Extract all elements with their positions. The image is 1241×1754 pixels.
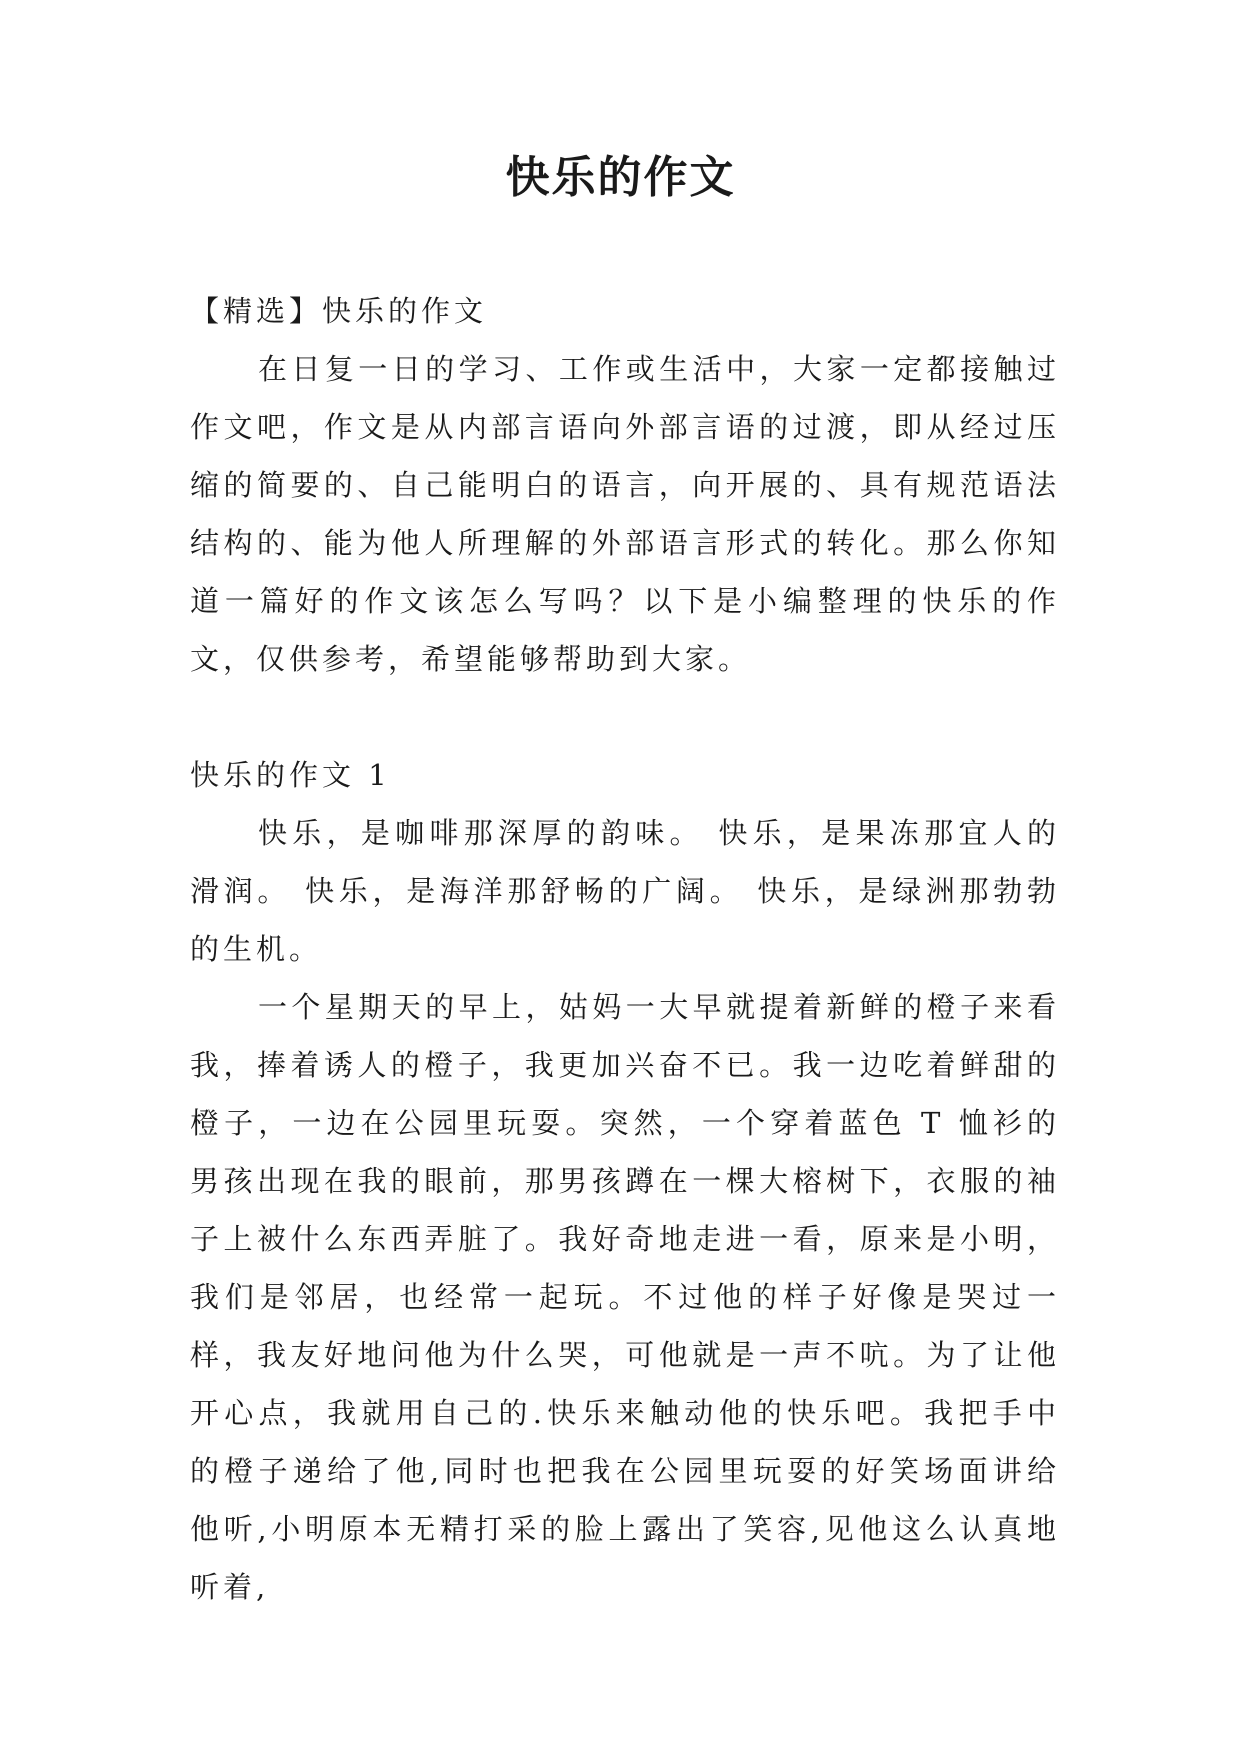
document-title: 快乐的作文 — [505, 152, 736, 203]
section-heading: 快乐的作文 1 — [190, 758, 391, 792]
intro-paragraph: 在日复一日的学习、工作或生活中，大家一定都接触过作文吧，作文是从内部言语向外部言语的过渡，即从经过压缩的简要的、自己能明白的语言，向开展的、具有规范语法结构的、能为他人所理解的外部语言形式的转化。那么你知道一篇好的作文该怎么写吗？以下是小编整理的快乐的作文，仅供参考，希望能够帮助到大家。 — [190, 352, 1060, 676]
document-body — [190, 282, 1060, 1616]
paragraph-spacer — [190, 688, 1060, 746]
paragraph: 一个星期天的早上，姑妈一大早就提着新鲜的橙子来看我，捧着诱人的橙子，我更加兴奋不已。我一边吃着鲜甜的橙子，一边在公园里玩耍。突然，一个穿着蓝色 T 恤衫的男孩出现在我的眼前，那男孩蹲在一棵大榕树下，衣服的袖子上被什么东西弄脏了。我好奇地走进一看，原来是小明，我们是邻居，也经常一起玩。不过他的样子好像是哭过一样，我友好地问他为什么哭，可他就是一声不吭。为了让他开心点，我就用自己的.快乐来触动他的快乐吧。我把手中的橙子递给了他,同时也把我在公园里玩耍的好笑场面讲给他听,小明原本无精打采的脸上露出了笑容,见他这么认真地听着, — [190, 990, 1060, 1604]
paragraph: 快乐，是咖啡那深厚的韵味。 快乐，是果冻那宜人的滑润。 快乐，是海洋那舒畅的广阔。 快乐，是绿洲那勃勃的生机。 — [190, 816, 1060, 966]
intro-heading: 【精选】快乐的作文 — [190, 294, 488, 328]
